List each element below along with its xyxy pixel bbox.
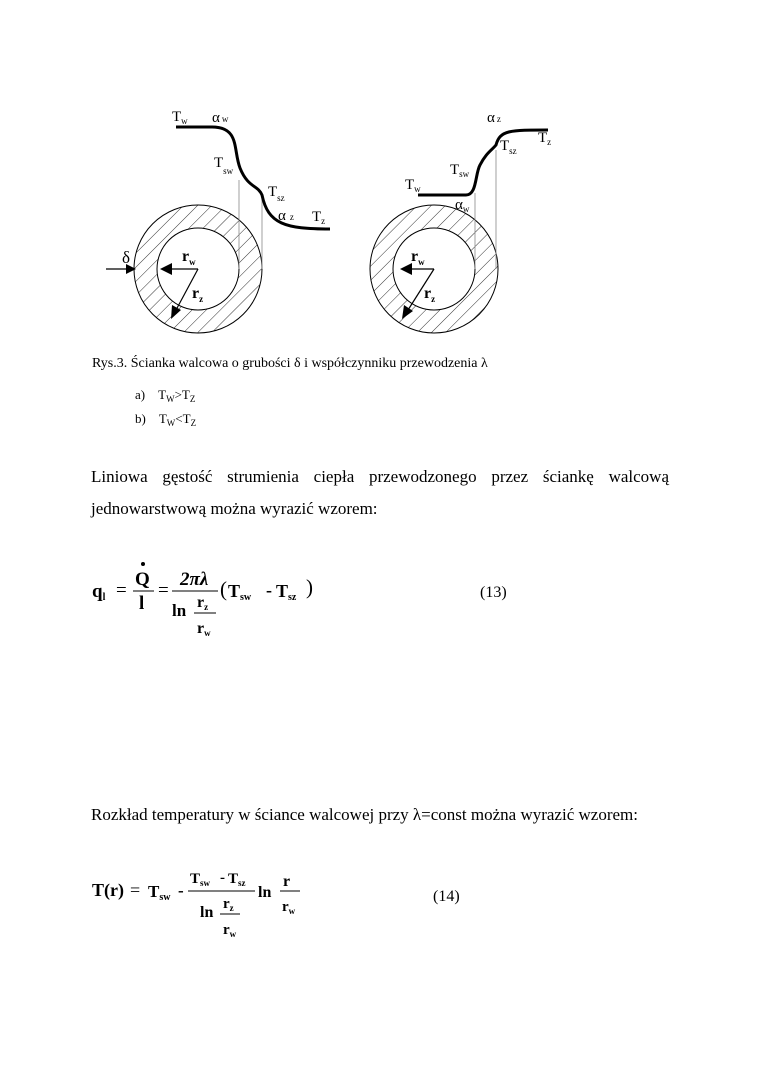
eq13-Tsz: Tsz [276, 581, 297, 603]
left-label-Tsz: $T_{sz}$ [268, 184, 285, 203]
eq14-equals: = [130, 880, 141, 900]
right-label-alpha-z: αz [487, 110, 501, 126]
eq14-den-rz: $r_z$ [223, 896, 234, 913]
eq13-Qdot: Q [135, 569, 150, 590]
item-op: > [174, 387, 182, 402]
caption-item-a [135, 387, 195, 404]
item-T: T [158, 411, 167, 426]
left-label-alpha-w: αw [212, 110, 229, 126]
eq14-ln: ln [258, 884, 272, 901]
caption-item-b [135, 411, 196, 428]
item-sub2: Z [189, 394, 196, 404]
eq14-Tsw: Tsw [148, 882, 171, 903]
eq14-Tr: T(r) [92, 880, 124, 900]
right-label-rz: $r_z$ [424, 285, 436, 304]
item-marker: b) [135, 411, 146, 426]
right-label-Tz: $T_z$ [538, 130, 552, 147]
item-marker: a) [135, 387, 146, 402]
eq13-lparen: ( [220, 577, 227, 601]
left-label-delta: δ [122, 248, 131, 267]
left-label-rw: $r_w$ [182, 248, 196, 267]
eq13-equals-1: = [116, 580, 127, 601]
equation-14 [80, 862, 460, 947]
eq14-num-Tsz: $T_{sz}$ [228, 871, 246, 888]
item-sub: W [166, 394, 175, 404]
eq13-rw: rw [197, 620, 211, 638]
eq13-rparen: ) [306, 575, 313, 599]
item-T2: T [182, 411, 191, 426]
item-T: T [158, 387, 167, 402]
left-label-rz: $r_z$ [192, 285, 204, 304]
eq14-den-rw: $r_w$ [223, 922, 237, 939]
right-label-alpha-w: $\alpha_w$ [455, 197, 470, 214]
right-label-Tw: $T_w$ [405, 177, 421, 194]
left-label-Tz: $T_z$ [312, 209, 326, 226]
right-label-Tsw: $T_{sw}$ [450, 162, 470, 179]
eq13-Tsw: Tsw [228, 581, 252, 603]
paragraph-1-line-2: jednowarstwową można wyrazić wzorem: [91, 499, 378, 518]
left-label-Tw: $T_w$ [172, 109, 188, 126]
equation-14-number: (14) [433, 888, 460, 905]
eq13-dot [141, 562, 145, 566]
eq14-rw: $r_w$ [282, 899, 296, 916]
item-sub2: Z [190, 418, 197, 428]
eq13-l: l [139, 593, 145, 614]
eq13-q: ql [92, 581, 106, 603]
figure-rys3 [0, 0, 760, 345]
item-op: < [175, 411, 183, 426]
left-label-alpha-z: αz [278, 208, 294, 224]
paragraph-1-line-1: Liniowa gęstość strumienia ciepła przewodzonego przez ściankę walcową [91, 467, 669, 486]
right-label-rw: $r_w$ [411, 248, 425, 267]
equation-13-number: (13) [480, 584, 507, 601]
left-label-Tsw: $T_{sw}$ [214, 155, 234, 176]
figure-caption: Rys.3. Ścianka walcowa o grubości δ i współczynniku przewodzenia λ [92, 356, 488, 371]
eq13-2pilambda: 2πλ [180, 569, 209, 590]
item-T2: T [181, 387, 190, 402]
eq13-rz: rz [197, 594, 209, 612]
equation-13 [80, 555, 480, 645]
item-sub: W [166, 418, 176, 428]
right-temperature-profile [418, 130, 548, 195]
eq13-ln: ln [172, 601, 187, 620]
eq14-r-num: r [283, 873, 291, 890]
eq14-num-Tsw: $T_{sw}$ [190, 871, 211, 888]
eq13-minus: - [266, 580, 272, 600]
paragraph-2: Rozkład temperatury w ściance walcowej przy λ=const można wyrazić wzorem: [91, 805, 638, 824]
left-rw-arrowhead [160, 263, 172, 275]
left-pipe-diagram [106, 109, 330, 333]
eq13-equals-2: = [158, 580, 169, 601]
right-label-Tsz: $T_{sz}$ [500, 138, 517, 156]
eq14-den-ln: ln [200, 904, 214, 921]
eq14-minus: - [178, 881, 184, 900]
eq14-num-minus: - [220, 870, 225, 886]
right-pipe-diagram [370, 110, 551, 333]
